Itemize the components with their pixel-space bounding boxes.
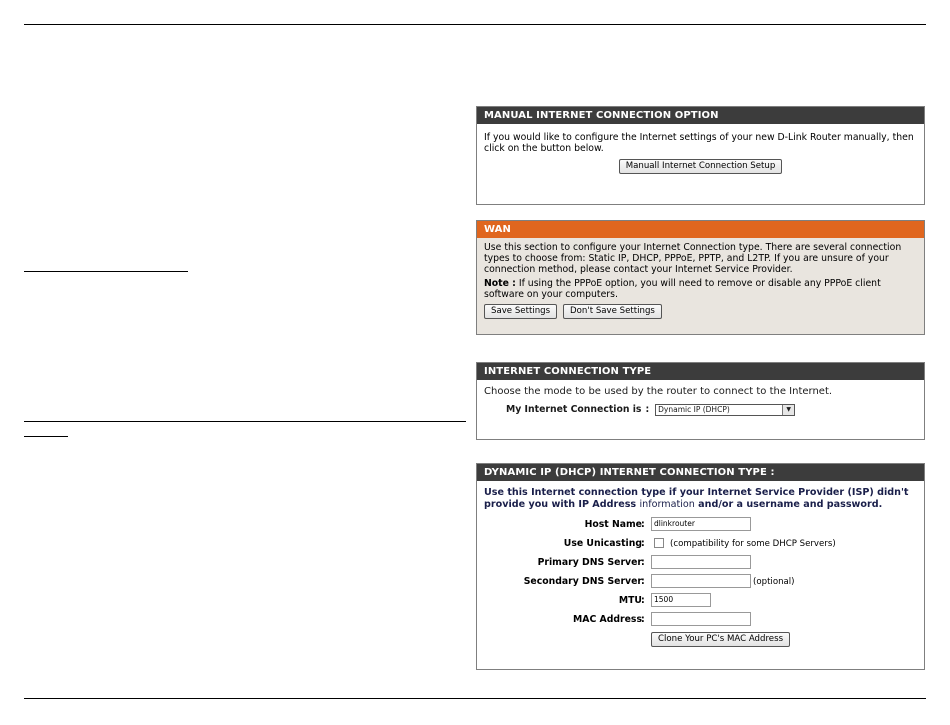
connection-type-select[interactable]	[655, 404, 795, 416]
internet-connection-type-panel: INTERNET CONNECTION TYPE Choose the mode to be used by the router to connect to the Internet. My Internet Connection is : Dynamic IP (DHCP) ▼	[476, 362, 925, 440]
chevron-down-icon[interactable]: ▼	[782, 405, 794, 415]
clone-mac-row	[477, 630, 924, 649]
dhcp-description: Use this Internet connection type if your Internet Service Provider (ISP) didn't provide you with IP Address information and/or a username and password.	[484, 487, 909, 510]
mtu-row: MTU : 1500	[477, 592, 924, 611]
left-rule-1	[24, 271, 188, 272]
wan-description: Use this section to configure your Internet Connection type. There are several connection types to choose from: Static IP, DHCP, PPPoE, PPTP, and L2TP. If you are unsure of your connection method, please contact your Internet Service Provider.	[484, 242, 902, 275]
bottom-rule	[24, 698, 926, 699]
optional-note: (optional)	[753, 577, 795, 587]
unicasting-note: (compatibility for some DHCP Servers)	[670, 539, 836, 549]
mac-address-input[interactable]	[651, 612, 751, 626]
save-settings-button[interactable]: Save Settings	[484, 304, 557, 319]
dhcp-panel	[476, 463, 925, 670]
unicasting-label: Use Unicasting	[563, 538, 642, 549]
mac-address-label: MAC Address	[573, 614, 642, 625]
secondary-dns-input[interactable]	[651, 574, 751, 588]
dont-save-settings-button[interactable]: Don't Save Settings	[563, 304, 662, 319]
connection-type-label: My Internet Connection is	[506, 404, 642, 415]
unicasting-row: Use Unicasting : (compatibility for some DHCP Servers)	[563, 538, 836, 549]
primary-dns-row: Primary DNS Server :	[477, 554, 924, 573]
wan-note	[484, 278, 917, 300]
wan-panel-title: WAN	[477, 221, 924, 238]
mtu-label: MTU	[618, 595, 642, 606]
manual-panel-title: MANUAL INTERNET CONNECTION OPTION	[477, 107, 924, 124]
connection-type-title: INTERNET CONNECTION TYPE	[477, 363, 924, 380]
manual-panel-description: If you would like to configure the Internet settings of your new D-Link Router manually, then click on the button below.	[484, 132, 914, 154]
left-rule-2	[24, 421, 466, 422]
manual-setup-button[interactable]: Manuall Internet Connection Setup	[619, 159, 783, 174]
mtu-input[interactable]: 1500	[651, 593, 711, 607]
secondary-dns-row: Secondary DNS Server : (optional)	[523, 576, 795, 587]
dhcp-panel-title: DYNAMIC IP (DHCP) INTERNET CONNECTION TYPE :	[477, 464, 924, 481]
host-name-row: Host Name : dlinkrouter	[477, 516, 924, 535]
wan-note-text: If using the PPPoE option, you will need to remove or disable any PPPoE client software on your computers.	[484, 278, 881, 300]
mac-address-row: MAC Address :	[477, 611, 924, 630]
wan-panel	[476, 220, 925, 335]
wan-note-label: Note :	[484, 278, 516, 289]
connection-type-description: Choose the mode to be used by the router to connect to the Internet.	[484, 386, 833, 397]
secondary-dns-label: Secondary DNS Server	[523, 576, 642, 587]
connection-type-value: Dynamic IP (DHCP)	[658, 405, 730, 414]
manual-connection-panel	[476, 106, 925, 205]
unicasting-checkbox[interactable]	[654, 538, 664, 548]
left-rule-3	[24, 436, 68, 437]
clone-mac-button[interactable]: Clone Your PC's MAC Address	[651, 632, 790, 647]
host-name-input[interactable]: dlinkrouter	[651, 517, 751, 531]
top-rule	[24, 24, 926, 25]
host-name-label: Host Name	[584, 519, 642, 530]
primary-dns-label: Primary DNS Server	[537, 557, 642, 568]
primary-dns-input[interactable]	[651, 555, 751, 569]
